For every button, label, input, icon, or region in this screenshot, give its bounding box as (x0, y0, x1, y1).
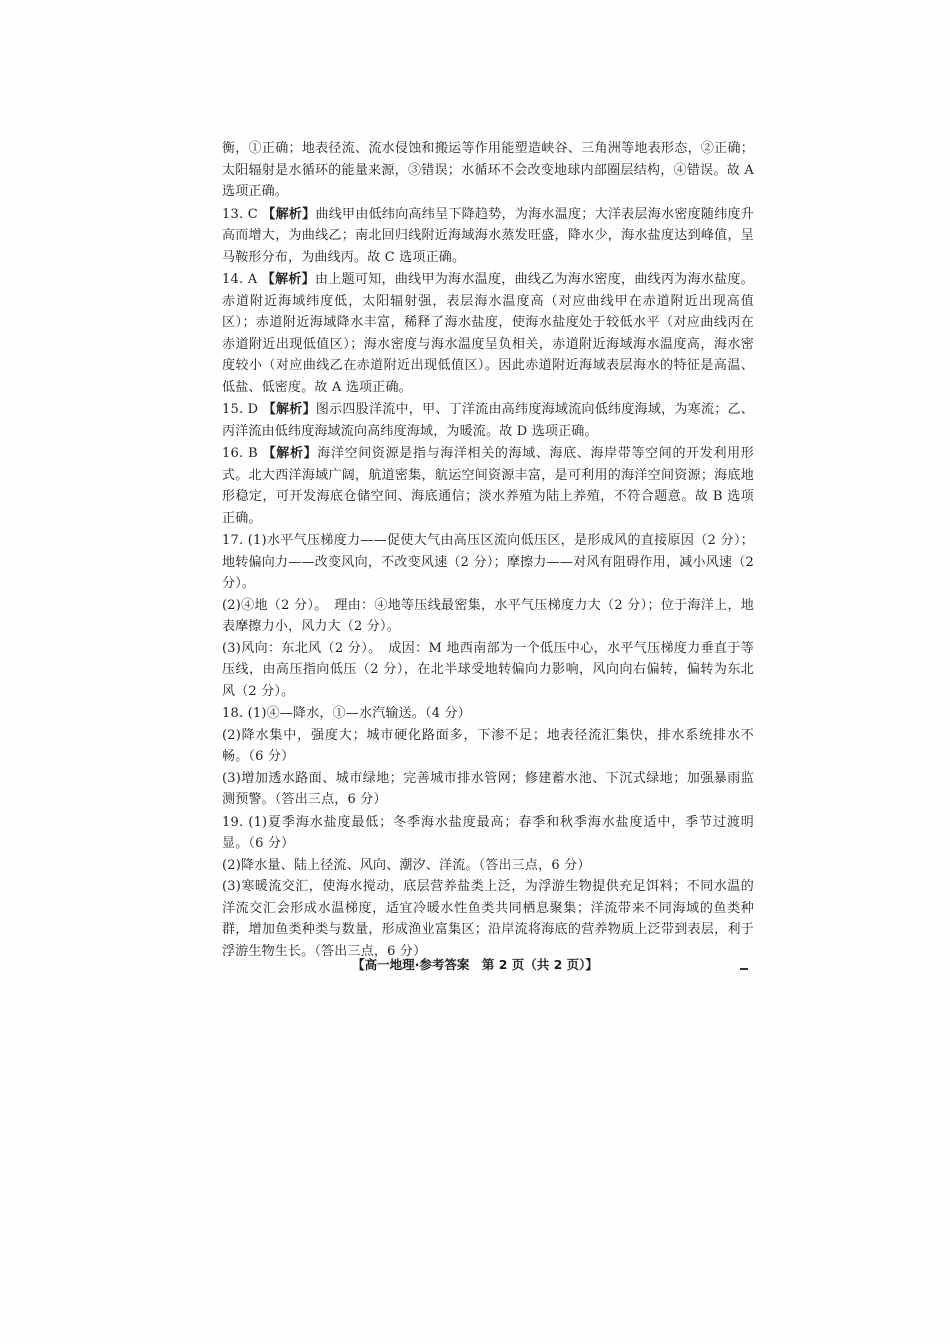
analysis-tag: 【解析】 (262, 206, 316, 222)
continued-paragraph: 衡，①正确；地表径流、流水侵蚀和搬运等作用能塑造峡谷、三角洲等地表形态，②正确；太阳辐射是水循环的能量来源，③错误；水循环不会改变地球内部圈层结构，④错误。故 A 选项正确。 (222, 141, 754, 199)
answer-16-text: 海洋空间资源是指与海洋相关的海域、海底、海岸带等空间的开发利用形式。北大西洋海域广阔，航道密集，航运空间资源丰富，是可利用的海洋空间资源；海底地形稳定，可开发海底仓储空间、海底通信；淡水养殖为陆上养殖，不符合题意。故 B 选项正确。 (222, 446, 754, 526)
answer-15 (222, 399, 754, 442)
answer-17-part-2: (2)④地（2 分）。 理由：④地等压线最密集，水平气压梯度力大（2 分）；位于海洋上，地表摩擦力小，风力大（2 分）。 (222, 597, 754, 634)
answer-13-number: 13. C (222, 206, 258, 222)
scan-mark (740, 968, 748, 970)
answer-18-part-2: (2)降水集中，强度大；城市硬化路面多，下渗不足；地表径流汇集快，排水系统排水不畅。（6 分） (222, 727, 754, 764)
answer-13-text: 曲线甲由低纬向高纬呈下降趋势，为海水温度；大洋表层海水密度随纬度升高而增大，为曲线乙；南北回归线附近海域海水蒸发旺盛，降水少，海水盐度达到峰值，呈马鞍形分布，为曲线丙。故 C 选项正确。 (222, 206, 754, 265)
answer-17-part-1: 17. (1)水平气压梯度力——促使大气由高压区流向低压区，是形成风的直接原因（2 分）；地转偏向力——改变风向，不改变风速（2 分）；摩擦力——对风有阻碍作用，减小风速（2 分）。 (222, 533, 754, 591)
answer-18-part-3: (3)增加透水路面、城市绿地；完善城市排水管网；修建蓄水池、下沉式绿地；加强暴雨监测预警。（答出三点，6 分） (222, 770, 754, 807)
analysis-tag: 【解析】 (261, 272, 315, 287)
answer-19-part-2: (2)降水量、陆上径流、风向、潮汐、洋流。（答出三点，6 分） (222, 857, 591, 873)
answer-14-number: 14. A (222, 272, 258, 287)
answer-14-text: 由上题可知，曲线甲为海水温度，曲线乙为海水密度，曲线丙为海水盐度。赤道附近海域纬度低，太阳辐射强，表层海水温度高（对应曲线甲在赤道附近出现高值区）；赤道附近海域降水丰富，稀释了海水盐度，使海水盐度处于较低水平（对应曲线丙在赤道附近出现低值区）；海水密度与海水温度呈负相关，赤道附近海域海水温度高，海水密度较小（对应曲线乙在赤道附近出现低值区）。因此赤道附近海域表层海水的特征是高温、低盐、低密度。故 A 选项正确。 (222, 272, 754, 395)
answer-17-part-3: (3)风向：东北风（2 分）。 成因：M 地西南部为一个低压中心，水平气压梯度力垂直于等压线，由高压指向低压（2 分），在北半球受地转偏向力影响，风向向右偏转，偏转为东北风（2 分）。 (222, 640, 754, 699)
answer-content (222, 138, 754, 962)
answer-15-text: 图示四股洋流中，甲、丁洋流由高纬度海域流向低纬度海域，为寒流；乙、丙洋流由低纬度海域流向高纬度海域，为暖流。故 D 选项正确。 (222, 402, 754, 439)
answer-16-number: 16. B (222, 446, 258, 461)
answer-15-number: 15. D (222, 402, 259, 417)
answer-14 (222, 269, 754, 398)
answer-13 (222, 204, 754, 269)
answer-19-part-1: 19. (1)夏季海水盐度最低；冬季海水盐度最高；春季和秋季海水盐度适中，季节过渡明显。（6 分） (222, 814, 754, 851)
answer-18-part-1: 18. (1)④—降水，①—水汽输送。（4 分） (222, 706, 471, 721)
analysis-tag: 【解析】 (262, 402, 316, 417)
answer-16 (222, 443, 754, 529)
analysis-tag: 【解析】 (262, 446, 318, 461)
answer-19-part-3: (3)寒暖流交汇，使海水搅动，底层营养盐类上泛，为浮游生物提供充足饵料；不同水温的洋流交汇会形成水温梯度，适宜冷暖水性鱼类共同栖息聚集；洋流带来不同海域的鱼类种群，增加鱼类种类与数量，形成渔业富集区；沿岸流将海底的营养物质上泛带到表层，利于浮游生物生长。（答出三点，6 分） (222, 879, 754, 959)
page-footer: 【高一地理·参考答案 第 2 页（共 2 页）】 (352, 957, 598, 972)
